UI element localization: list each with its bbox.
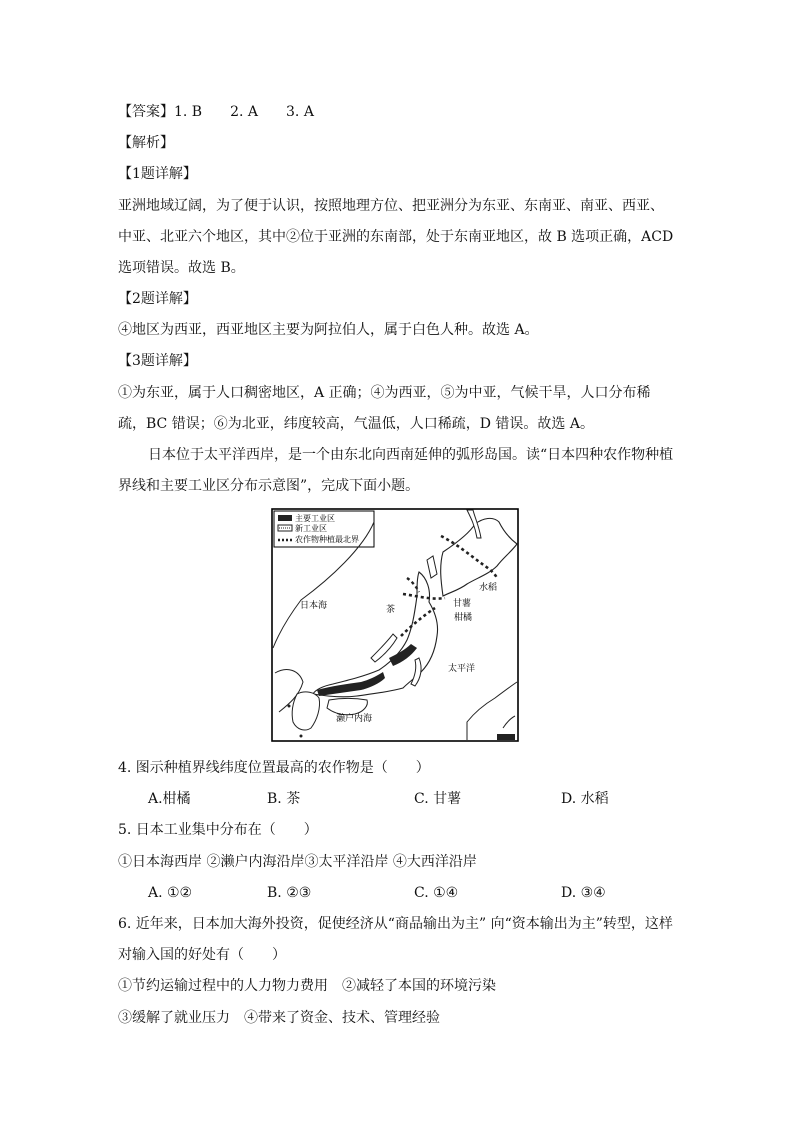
q3-text-line: 疏，BC 错误；⑥为北亚，纬度较高，气温低，人口稀疏，D 错误。故选 A。 [118,416,594,432]
analysis-heading: 【解析】 [118,135,174,151]
q4-option-d: D. 水稻 [561,791,609,807]
q1-text-line: 中亚、北亚六个地区，其中②位于亚洲的东南部，处于东南亚地区，故 B 选项正确，ACD [118,229,674,245]
q5-option-c: C. ①④ [414,885,459,901]
q5-stem: 5. 日本工业集中分布在（ ） [118,822,318,838]
q6-stem-line: 6. 近年来，日本加大海外投资，促使经济从“商品输出为主” 向“资本输出为主”转型，这样 [118,916,673,932]
intro-line: 界线和主要工业区分布示意图”，完成下面小题。 [118,478,420,494]
q6-stem-line: 对输入国的好处有（ ） [118,947,286,963]
answer-line: 【答案】1. B 2. A 3. A [118,104,314,120]
q3-text-line: ①为东亚，属于人口稠密地区，A 正确；④为西亚，⑤为中亚，气候干旱，人口分布稀 [118,385,651,401]
q1-text-line: 选项错误。故选 B。 [118,260,245,276]
q4-options [0,789,794,809]
legend-main-label: 主要工业区 [295,514,335,523]
map-legend [274,511,374,547]
label-rice: 水稻 [479,583,498,593]
label-tea: 茶 [386,605,396,615]
label-seto: 濑户内海 [336,714,373,724]
q1-heading: 【1题详解】 [118,166,197,182]
legend-dotted-label: 农作物种植最北界 [295,535,359,544]
q4-option-c: C. 甘薯 [414,791,462,807]
q5-option-d: D. ③④ [561,885,606,901]
q2-text: ④地区为西亚，西亚地区主要为阿拉伯人，属于白色人种。故选 A。 [118,322,539,338]
q5-items: ①日本海西岸 ②濑户内海沿岸③太平洋沿岸 ④大西洋沿岸 [118,854,477,870]
q4-stem: 4. 图示种植界线纬度位置最高的农作物是（ ） [118,760,430,776]
q3-heading: 【3题详解】 [118,353,197,369]
legend-new-label: 新工业区 [295,524,327,533]
legend-main-swatch [278,515,292,521]
q1-text-line: 亚洲地域辽阔，为了便于认识，按照地理方位、把亚洲分为东亚、东南亚、南亚、西亚、 [118,198,664,214]
q4-option-b: B. 茶 [267,791,301,807]
q2-heading: 【2题详解】 [118,291,197,307]
q5-option-b: B. ②③ [267,885,312,901]
q6-item-line: ③缓解了就业压力 ④带来了资金、技术、管理经验 [118,1010,440,1026]
label-sweet-potato: 甘薯 [453,599,472,609]
label-sea-of-japan: 日本海 [300,601,328,611]
q6-item-line: ①节约运输过程中的人力物力费用 ②减轻了本国的环境污染 [118,978,496,994]
label-citrus: 柑橘 [454,613,473,623]
japan-map [271,508,519,742]
q4-option-a: A.柑橘 [148,791,191,807]
intro-line: 日本位于太平洋西岸，是一个由东北向西南延伸的弧形岛国。读“日本四种农作物种植 [148,447,674,463]
q5-options [0,883,794,903]
label-pacific: 太平洋 [448,664,476,674]
q5-option-a: A. ①② [148,885,193,901]
